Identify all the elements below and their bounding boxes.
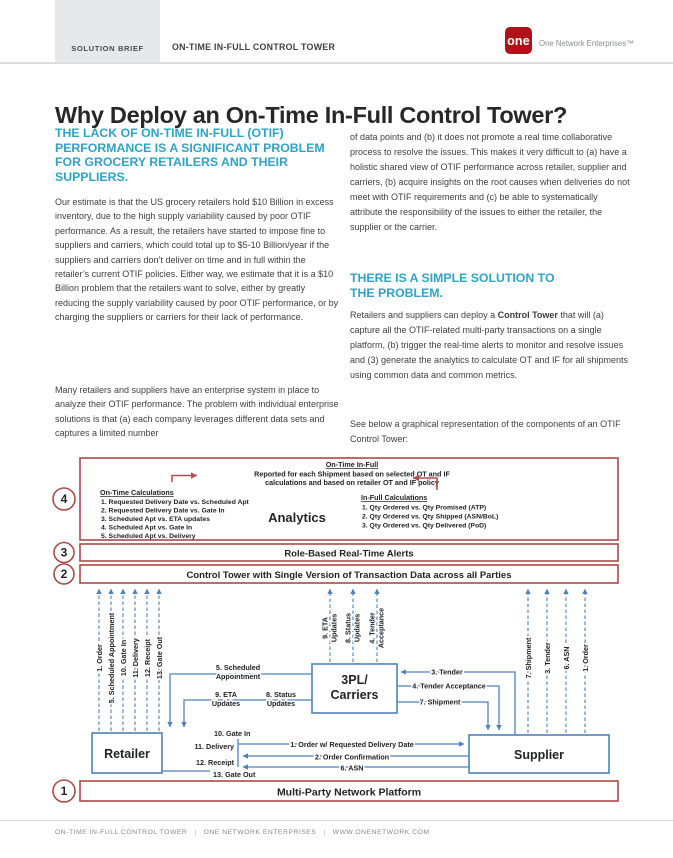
order-confirmation-label: 2. Order Confirmation (314, 752, 390, 762)
gate-in-label: 10. Gate In (214, 729, 251, 738)
tender-label: 3. Tender (431, 667, 463, 677)
delivery-label: 11. Delivery (194, 742, 234, 751)
right-paragraph-2 (350, 308, 630, 383)
gate-out-label: 13. Gate Out (213, 770, 256, 779)
retailer-label: Retailer (104, 747, 150, 761)
alerts-layer-label: Role-Based Real-Time Alerts (284, 548, 414, 560)
footer-item-doc: ON-TIME IN-FULL CONTROL TOWER (55, 829, 188, 836)
right-paragraph-1: of data points and (b) it does not promote a real time collaborative process to resolve the issues. This makes it very difficult to (a) have a holistic shared view of OTIF performance across retailer, supplier and carriers, (b) acquire insights on the root causes when deliveries do not meet with OTIF requirements and (c) be able to systematically attribute the responsibility of the issues to either the retailer, the supplier or the carrier. (350, 132, 630, 232)
receipt-label: 12. Receipt (196, 758, 234, 767)
flow-label-order: 1. Order (95, 644, 104, 672)
flow-label-order-supplier: 1. Order (581, 644, 590, 672)
footer-separator: | (323, 829, 326, 836)
one-network-logo (505, 27, 532, 54)
eta-updates-label-2: Updates (211, 699, 241, 708)
right-paragraph-2-post: that will (a) capture all the OTIF-related multi-party transactions on a single platform, (b) trigger the real-time alerts to monitor and resolve issues and (3) generate the analytics to calculate OT and IF for all shipments using common data and common metrics. (350, 310, 628, 380)
flow-label-asn: 6. ASN (562, 646, 571, 670)
on-time-item: 2. Requested Delivery Date vs. Gate In (101, 507, 225, 515)
otif-note-2: calculations and based on retailer OT and IF policy (265, 478, 439, 487)
kicker-label: SOLUTION BRIEF (71, 44, 144, 53)
flow-label-receipt: 12. Receipt (143, 639, 152, 677)
layer-1-number: 1 (60, 784, 68, 798)
footer-separator: | (194, 829, 197, 836)
flow-label-tender: 3. Tender (543, 642, 552, 674)
left-paragraph-2: Many retailers and suppliers have an enterprise system in place to analyze their OTIF performance. The problem with individual enterprise solutions is that (a) each company leverages different data sets and captures a limited number (55, 385, 339, 439)
shipment-label: 7. Shipment (419, 697, 461, 707)
svg-text:9. ETA: 9. ETA (320, 617, 330, 639)
flow-label-tender-acceptance (368, 608, 386, 648)
status-updates-label-2: Updates (266, 699, 296, 708)
on-time-item: 3. Scheduled Apt vs. ETA updates (101, 516, 210, 523)
logo-text: one (507, 33, 530, 48)
flow-label-gate-out: 13. Gate Out (155, 636, 164, 680)
right-paragraph-2-pre: Retailers and suppliers can deploy a (350, 310, 498, 320)
otif-title: On-Time In-Full (325, 460, 379, 469)
carriers-label-2: Carriers (330, 688, 379, 702)
right-column-heading: THERE IS A SIMPLE SOLUTION TO THE PROBLEM. (350, 271, 555, 300)
platform-layer-label: Multi-Party Network Platform (276, 786, 422, 799)
tender-acceptance-link (397, 686, 499, 730)
brand-name: One Network Enterprises™ (539, 39, 634, 48)
page-title: Why Deploy an On-Time In-Full Control Tower? (55, 101, 568, 128)
svg-text:Updates: Updates (329, 613, 339, 643)
flow-label-gate-in: 10. Gate In (119, 639, 128, 677)
on-time-item: 1. Requested Delivery Date vs. Scheduled Apt (101, 499, 249, 506)
svg-text:Acceptance: Acceptance (376, 607, 386, 649)
supplier-tower-arrows (528, 589, 585, 733)
document-subtitle: ON-TIME IN-FULL CONTROL TOWER (172, 42, 336, 52)
carriers-label-1: 3PL/ (341, 673, 368, 687)
svg-text:Updates: Updates (352, 613, 362, 643)
tender-acceptance-label: 4. Tender Acceptance (412, 681, 486, 691)
status-updates-label-1: 8. Status (266, 690, 296, 699)
footer-divider (0, 820, 673, 821)
layer-3-number: 3 (60, 545, 68, 560)
asn-label: 6. ASN (340, 763, 364, 773)
on-time-calculations-title: On-Time Calculations (100, 488, 174, 497)
flow-label-eta-updates (321, 614, 339, 642)
svg-text:8. Status: 8. Status (343, 613, 353, 643)
footer (55, 829, 430, 836)
in-full-item: 1. Qty Ordered vs. Qty Promised (ATP) (362, 504, 487, 512)
in-full-item: 2. Qty Ordered vs. Qty Shipped (ASN/BoL) (362, 513, 499, 521)
layer-2-number: 2 (60, 567, 68, 581)
kicker-band (55, 0, 160, 62)
on-time-item: 4. Scheduled Apt vs. Gate In (101, 524, 193, 532)
flow-label-status-updates (344, 613, 362, 643)
footer-item-url: WWW.ONENETWORK.COM (332, 829, 430, 836)
in-full-item: 3. Qty Ordered vs. Qty Delivered (PoD) (362, 522, 487, 530)
eta-updates-label-1: 9. ETA (215, 690, 237, 699)
flow-label-scheduled-appointment: 5. Scheduled Appointment (107, 612, 116, 704)
in-full-calculations-title: In-Full Calculations (361, 493, 428, 502)
flow-label-shipment: 7. Shipment (524, 637, 533, 679)
layer-4-number: 4 (60, 492, 68, 506)
footer-item-company: ONE NETWORK ENTERPRISES (203, 829, 317, 836)
supplier-label: Supplier (513, 748, 565, 762)
otif-note-1: Reported for each Shipment based on selected OT and IF (254, 469, 450, 479)
sched-appt-label-2: Appointment (215, 672, 261, 681)
on-time-item: 5. Scheduled Apt vs. Delivery (101, 533, 196, 540)
control-tower-bold: Control Tower (497, 310, 558, 320)
left-paragraph-1: Our estimate is that the US grocery retailers hold $10 Billion in excess inventory, due to the high supply variability caused by poor OTIF performance. As a result, the retailers have started to impose fine to suppliers and carriers, which could total up to $5-10 Billion/year if the suppliers and carriers don’t deliver on time and in full within the retailer’s current OTIF policies. Either way, we estimate that it is a $10 Billion problem that the retailers want to solve, either by greatly reducing the supply variability caused by poor OTIF performance, or by charging the suppliers or carriers for their lack of performance. (55, 197, 339, 323)
order-rdd-label: 1. Order w/ Requested Delivery Date (290, 740, 414, 749)
svg-text:4. Tender: 4. Tender (367, 612, 377, 644)
left-column-heading: THE LACK OF ON-TIME IN-FULL (OTIF) PERFORMANCE IS A SIGNIFICANT PROBLEM FOR GROCERY RETAILERS AND THEIR SUPPLIERS. (55, 126, 325, 184)
flow-label-delivery: 11. Delivery (131, 638, 140, 678)
otif-control-tower-diagram (0, 452, 673, 812)
header-divider (0, 62, 673, 64)
analytics-label: Analytics (268, 510, 326, 525)
sched-appt-label-1: 5. Scheduled (215, 663, 261, 672)
right-paragraph-3: See below a graphical representation of the components of an OTIF Control Tower: (350, 419, 621, 444)
control-tower-layer-label: Control Tower with Single Version of Transaction Data across all Parties (186, 570, 512, 581)
